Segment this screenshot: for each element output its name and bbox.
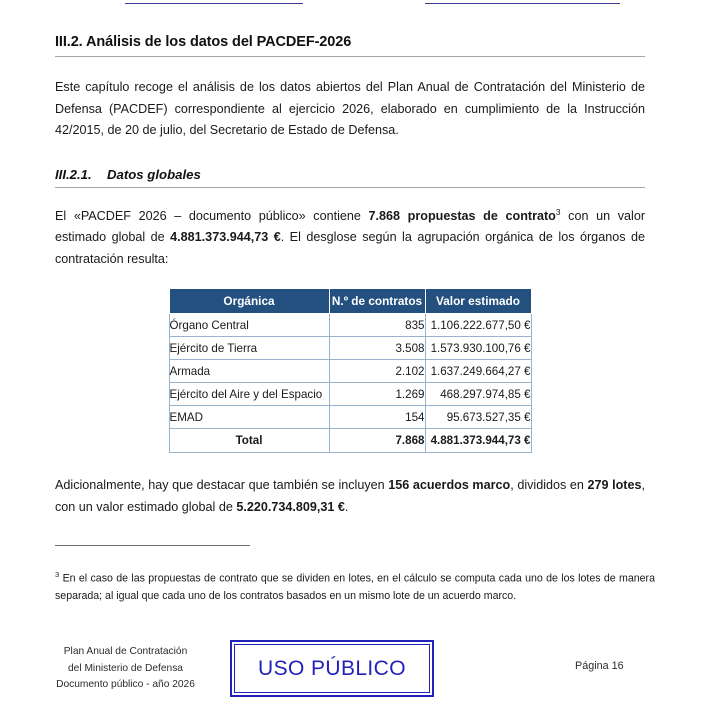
cell-contratos: 154 (329, 406, 425, 429)
globals-text-2: con un valor estimado global de (55, 208, 646, 244)
cell-contratos: 3.508 (329, 337, 425, 360)
table-header-row (169, 289, 531, 314)
subsection-title: Datos globales (107, 166, 201, 182)
footnote-body: En el caso de las propuestas de contrato que se dividen en lotes, en el cálculo se computa cada uno de los lotes de manera separada; al igual que cada uno de los contratos basados en un mismo lote de un acuerdo marco. (55, 572, 655, 603)
cell-organica: Ejército de Tierra (169, 337, 329, 360)
cell-total-valor: 4.881.373.944,73 € (425, 429, 531, 453)
cell-valor: 1.106.222.677,50 € (425, 314, 531, 337)
section-heading: III.2. Análisis de los datos del PACDEF-2026 (55, 34, 352, 50)
footnote-text (55, 566, 655, 606)
globals-paragraph (55, 206, 645, 271)
subsection-number: III.2.1. (55, 166, 92, 182)
footer-line-1: Plan Anual de Contratación (63, 646, 188, 657)
table-total-row (169, 429, 531, 453)
organic-breakdown-table-wrapper (55, 288, 645, 453)
additional-paragraph (55, 475, 645, 518)
table-row (169, 383, 531, 406)
cell-valor: 1.637.249.664,27 € (425, 360, 531, 383)
globals-bold-proposals: 7.868 propuestas de contrato (368, 208, 556, 223)
page-footer (0, 638, 720, 709)
additional-bold-value: 5.220.734.809,31 € (236, 499, 345, 514)
additional-text-3: , con un valor estimado global de (55, 478, 646, 514)
cell-valor: 95.673.527,35 € (425, 406, 531, 429)
classification-stamp (230, 640, 434, 697)
cell-contratos: 2.102 (329, 360, 425, 383)
additional-bold-frameworks: 156 acuerdos marco (388, 478, 511, 492)
classification-stamp-label: USO PÚBLICO (258, 656, 406, 680)
table-row (169, 337, 531, 360)
additional-text-2: , divididos en (510, 478, 588, 492)
footer-document-info (38, 644, 213, 694)
document-content (55, 34, 645, 518)
table-header-contratos: N.º de contratos (329, 289, 425, 314)
globals-text-1: El «PACDEF 2026 – documento público» contiene (55, 208, 369, 223)
table-header-organica: Orgánica (169, 289, 329, 314)
organic-breakdown-table (169, 288, 532, 453)
cell-total-label: Total (169, 429, 329, 453)
classification-stamp-inner-border (234, 644, 430, 693)
table-row (169, 360, 531, 383)
additional-text-1: Adicionalmente, hay que destacar que también se incluyen (55, 478, 389, 492)
footnote-marker: 3 (55, 570, 60, 579)
additional-bold-lots: 279 lotes (587, 478, 642, 492)
globals-bold-value: 4.881.373.944,73 € (170, 230, 281, 244)
globals-text-3: . El desglose según la agrupación orgánica de los órganos de contratación resulta: (55, 230, 645, 266)
footer-line-2: del Ministerio de Defensa (68, 662, 183, 674)
cell-total-contratos: 7.868 (329, 429, 425, 453)
table-row (169, 406, 531, 429)
cell-organica: Órgano Central (169, 314, 329, 337)
footnote-reference: 3 (555, 206, 561, 217)
cell-organica: Ejército del Aire y del Espacio (169, 383, 329, 406)
cell-organica: EMAD (169, 406, 329, 429)
footnote-separator (55, 545, 250, 546)
cell-contratos: 1.269 (329, 383, 425, 406)
additional-text-4: . (344, 499, 349, 514)
table-row (169, 314, 531, 337)
subsection-heading (55, 167, 645, 187)
cell-valor: 1.573.930.100,76 € (425, 337, 531, 360)
footnote-area (55, 545, 655, 606)
cell-organica: Armada (169, 360, 329, 383)
cell-valor: 468.297.974,85 € (425, 383, 531, 406)
table-header-valor: Valor estimado (425, 289, 531, 314)
cell-contratos: 835 (329, 314, 425, 337)
intro-paragraph: Este capítulo recoge el análisis de los datos abiertos del Plan Anual de Contratación del Ministerio de Defensa (PACDEF) correspondiente al ejercicio 2026, elaborado en cumplimiento de la Instrucción 42/2015, de 20 de julio, del Secretario de Estado de Defensa. (55, 80, 645, 137)
footer-line-3: Documento público - año 2026 (56, 679, 195, 690)
page-number: Página 16 (575, 660, 624, 672)
